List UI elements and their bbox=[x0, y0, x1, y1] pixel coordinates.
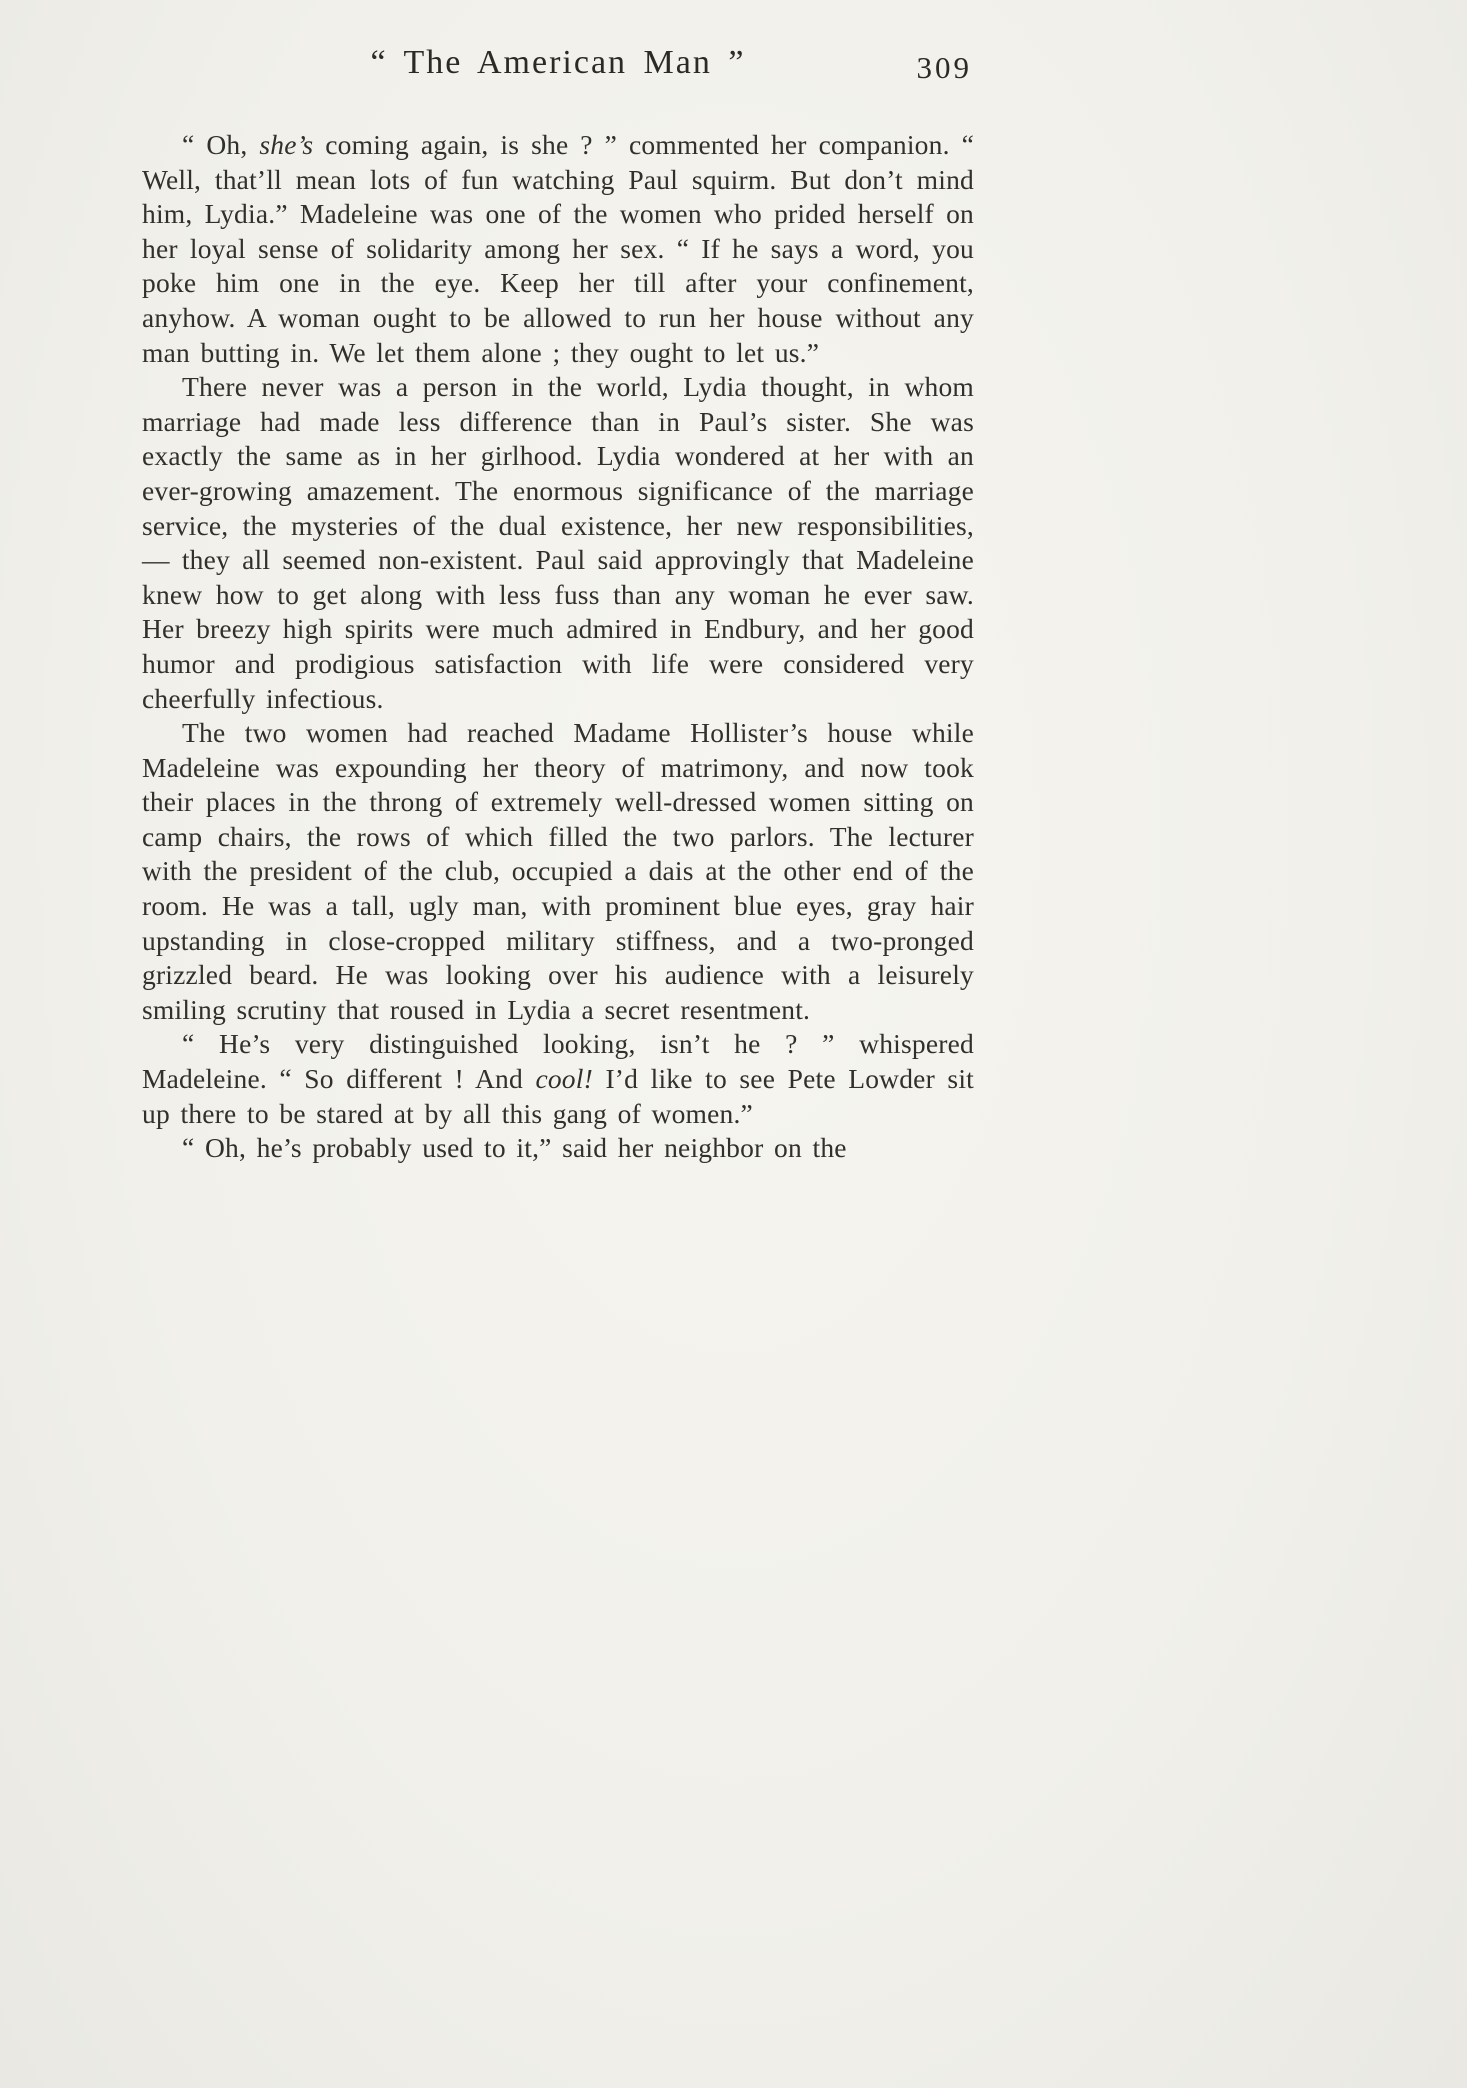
paragraph bbox=[142, 128, 974, 370]
italic-run: cool! bbox=[535, 1063, 593, 1095]
page-content bbox=[142, 44, 974, 1166]
running-header-title: “ The American Man ” bbox=[370, 44, 746, 81]
italic-run: she’s bbox=[259, 129, 314, 160]
running-header bbox=[142, 44, 974, 104]
text-run: coming again, is she ? ” commented her companion. “ Well, that’ll mean lots of fun watching Paul squirm. But don’t mind him, Lydia.” Madeleine was one of the women who prided herself on her loyal sense of solidarity among her sex. “ If he says a word, you poke him one in the eye. Keep her till after your confinement, anyhow. A woman ought to be allowed to run her house without any man butting in. We let them alone ; they ought to let us.” bbox=[142, 129, 974, 368]
paragraph bbox=[142, 1131, 974, 1166]
text-run: “ Oh, bbox=[182, 129, 260, 160]
paragraph bbox=[142, 716, 974, 1027]
text-run: I’d like to see Pete Lowder sit up there to be stared at by all this gang of women.” bbox=[142, 1063, 975, 1129]
text-run: The two women had reached Madame Hollister’s house while Madeleine was expounding her theory of matrimony, and now took their places in the throng of extremely well-dressed women sitting on camp chairs, the rows of which filled the two parlors. The lecturer with the president of the club, occupied a dais at the other end of the room. He was a tall, ugly man, with prominent blue eyes, gray hair upstanding in close-cropped military stiffness, and a two-pronged grizzled beard. He was looking over his audience with a leisurely smiling scrutiny that roused in Lydia a secret resentment. bbox=[142, 717, 974, 1025]
paragraph bbox=[142, 370, 974, 716]
text-run: There never was a person in the world, Lydia thought, in whom marriage had made less difference than in Paul’s sister. She was exactly the same as in her girlhood. Lydia wondered at her with an ever-growing amazement. The enormous significance of the marriage service, the mysteries of the dual existence, her new responsibilities, — they all seemed non-existent. Paul said approvingly that Madeleine knew how to get along with less fuss than any woman he ever saw. Her breezy high spirits were much admired in Endbury, and her good humor and prodigious satisfaction with life were considered very cheerfully infectious. bbox=[142, 371, 974, 714]
page-number: 309 bbox=[916, 50, 972, 85]
text-run: “ He’s very distinguished looking, isn’t he ? ” whispered Madeleine. “ So different ! And bbox=[142, 1028, 974, 1095]
text-block bbox=[142, 128, 974, 1166]
paragraph bbox=[142, 1027, 974, 1131]
text-run: “ Oh, he’s probably used to it,” said her neighbor on the bbox=[182, 1132, 847, 1164]
